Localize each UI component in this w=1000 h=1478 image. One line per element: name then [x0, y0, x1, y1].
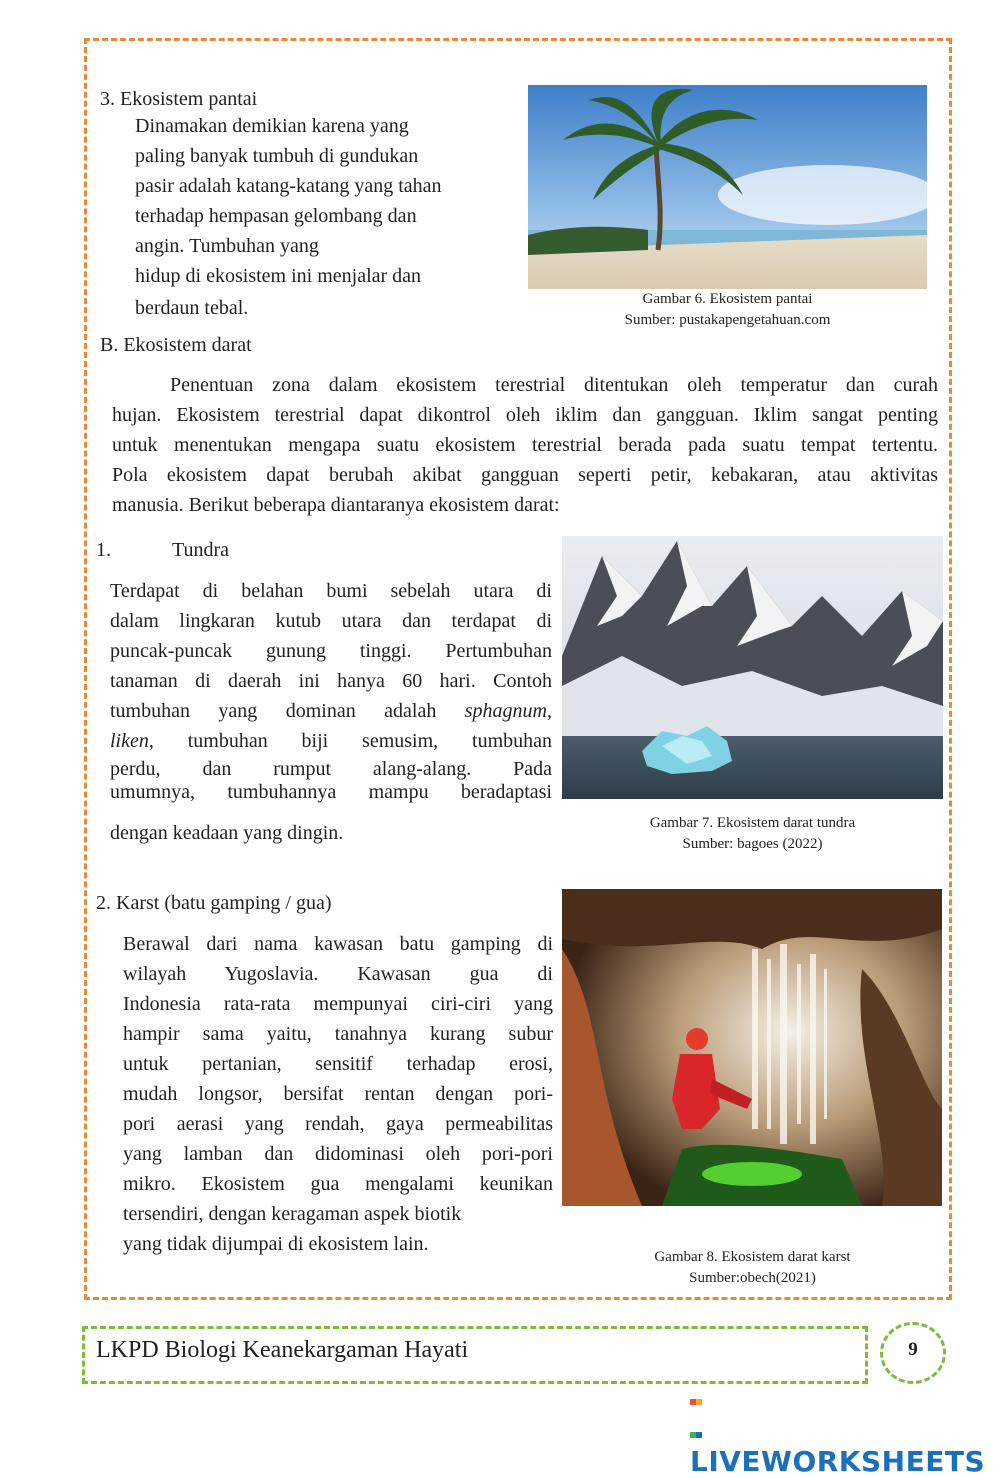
darat-paragraph — [112, 370, 938, 520]
text-line: Dinamakan demikian karena yang — [135, 115, 409, 137]
liveworksheets-icon — [690, 1380, 704, 1402]
text-line: Terdapat di belahan bumi sebelah utara di — [110, 580, 552, 602]
karst-paragraph — [123, 929, 553, 1259]
caption-source: Sumber: pustakapengetahuan.com — [624, 312, 831, 328]
text-line: untuk pertanian, sensitif terhadap erosi, — [123, 1053, 553, 1075]
beach-photo — [528, 85, 927, 289]
cave-photo — [562, 889, 942, 1206]
text-line: untuk menentukan mengapa suatu ekosistem terestrial berada pada suatu tempat tertentu. — [112, 434, 938, 456]
text-line: yang tidak dijumpai di ekosistem lain. — [123, 1233, 429, 1255]
caption-title: Gambar 6. Ekosistem pantai — [642, 291, 813, 307]
darat-heading: B. Ekosistem darat — [100, 334, 252, 356]
karst-heading: 2. Karst (batu gamping / gua) — [96, 892, 332, 914]
species-name: liken — [110, 730, 149, 752]
figure-7-caption — [580, 813, 925, 855]
species-name: sphagnum, — [464, 700, 552, 722]
text-line — [110, 726, 552, 756]
caption-title: Gambar 8. Ekosistem darat karst — [654, 1249, 851, 1265]
figure-8-caption — [580, 1247, 925, 1289]
pantai-paragraph — [135, 111, 515, 323]
text-line: Penentuan zona dalam ekosistem terestrial ditentukan oleh temperatur dan curah — [170, 374, 938, 396]
tundra-number: 1. — [96, 539, 111, 561]
text-line: puncak-puncak gunung tinggi. Pertumbuhan — [110, 640, 552, 662]
text-span: , tumbuhan biji semusim, tumbuhan — [148, 730, 552, 752]
text-line: Indonesia rata-rata mempunyai ciri-ciri yang — [123, 993, 553, 1015]
caption-source: Sumber: bagoes (2022) — [682, 836, 823, 852]
pantai-heading: 3. Ekosistem pantai — [100, 88, 258, 110]
caption-title: Gambar 7. Ekosistem darat tundra — [649, 815, 856, 831]
text-span: tumbuhan yang dominan adalah — [110, 700, 465, 722]
text-line: wilayah Yugoslavia. Kawasan gua di — [123, 963, 553, 985]
figure-6-caption — [560, 289, 895, 331]
text-line: hampir sama yaitu, tanahnya kurang subur — [123, 1023, 553, 1045]
text-line: berdaun tebal. — [135, 297, 249, 319]
text-line: hidup di ekosistem ini menjalar dan — [135, 265, 422, 287]
text-line: dalam lingkaran kutub utara dan terdapat di — [110, 610, 552, 632]
text-line: angin. Tumbuhan yang — [135, 235, 319, 257]
text-line: manusia. Berikut beberapa diantaranya ekosistem darat: — [112, 494, 560, 516]
text-line: perdu, dan rumput alang-alang. Pada — [110, 758, 552, 780]
text-line: paling banyak tumbuh di gundukan — [135, 145, 419, 167]
watermark-text: LIVEWORKSHEETS — [690, 1445, 986, 1478]
text-line: pasir adalah katang-katang yang tahan — [135, 175, 442, 197]
text-line: terhadap hempasan gelombang dan — [135, 205, 417, 227]
text-line: hujan. Ekosistem terestrial dapat dikontrol oleh iklim dan gangguan. Iklim sangat penting — [112, 404, 938, 426]
text-line: tanaman di daerah ini hanya 60 hari. Contoh — [110, 670, 552, 692]
page-number: 9 — [908, 1339, 918, 1360]
text-line: umumnya, tumbuhannya mampu beradaptasi — [110, 781, 552, 803]
text-line: pori aerasi yang rendah, gaya permeabilitas — [123, 1113, 553, 1135]
tundra-paragraph — [110, 576, 552, 848]
text-line: mudah longsor, bersifat rentan dengan pori- — [123, 1083, 553, 1105]
text-line — [110, 696, 552, 726]
footer-title: LKPD Biologi Keanekargaman Hayati — [96, 1337, 469, 1363]
liveworksheets-logo — [690, 1380, 1000, 1478]
text-line: tersendiri, dengan keragaman aspek biotik — [123, 1203, 462, 1225]
text-line: Berawal dari nama kawasan batu gamping di — [123, 933, 553, 955]
text-line: yang lamban dan didominasi oleh pori-pori — [123, 1143, 553, 1165]
tundra-heading: Tundra — [172, 539, 230, 561]
tundra-photo — [562, 536, 943, 799]
text-line: dengan keadaan yang dingin. — [110, 822, 344, 844]
text-line: mikro. Ekosistem gua mengalami keunikan — [123, 1173, 553, 1195]
text-line: Pola ekosistem dapat berubah akibat gangguan seperti petir, kebakaran, atau aktivitas — [112, 464, 938, 486]
caption-source: Sumber:obech(2021) — [689, 1270, 816, 1286]
